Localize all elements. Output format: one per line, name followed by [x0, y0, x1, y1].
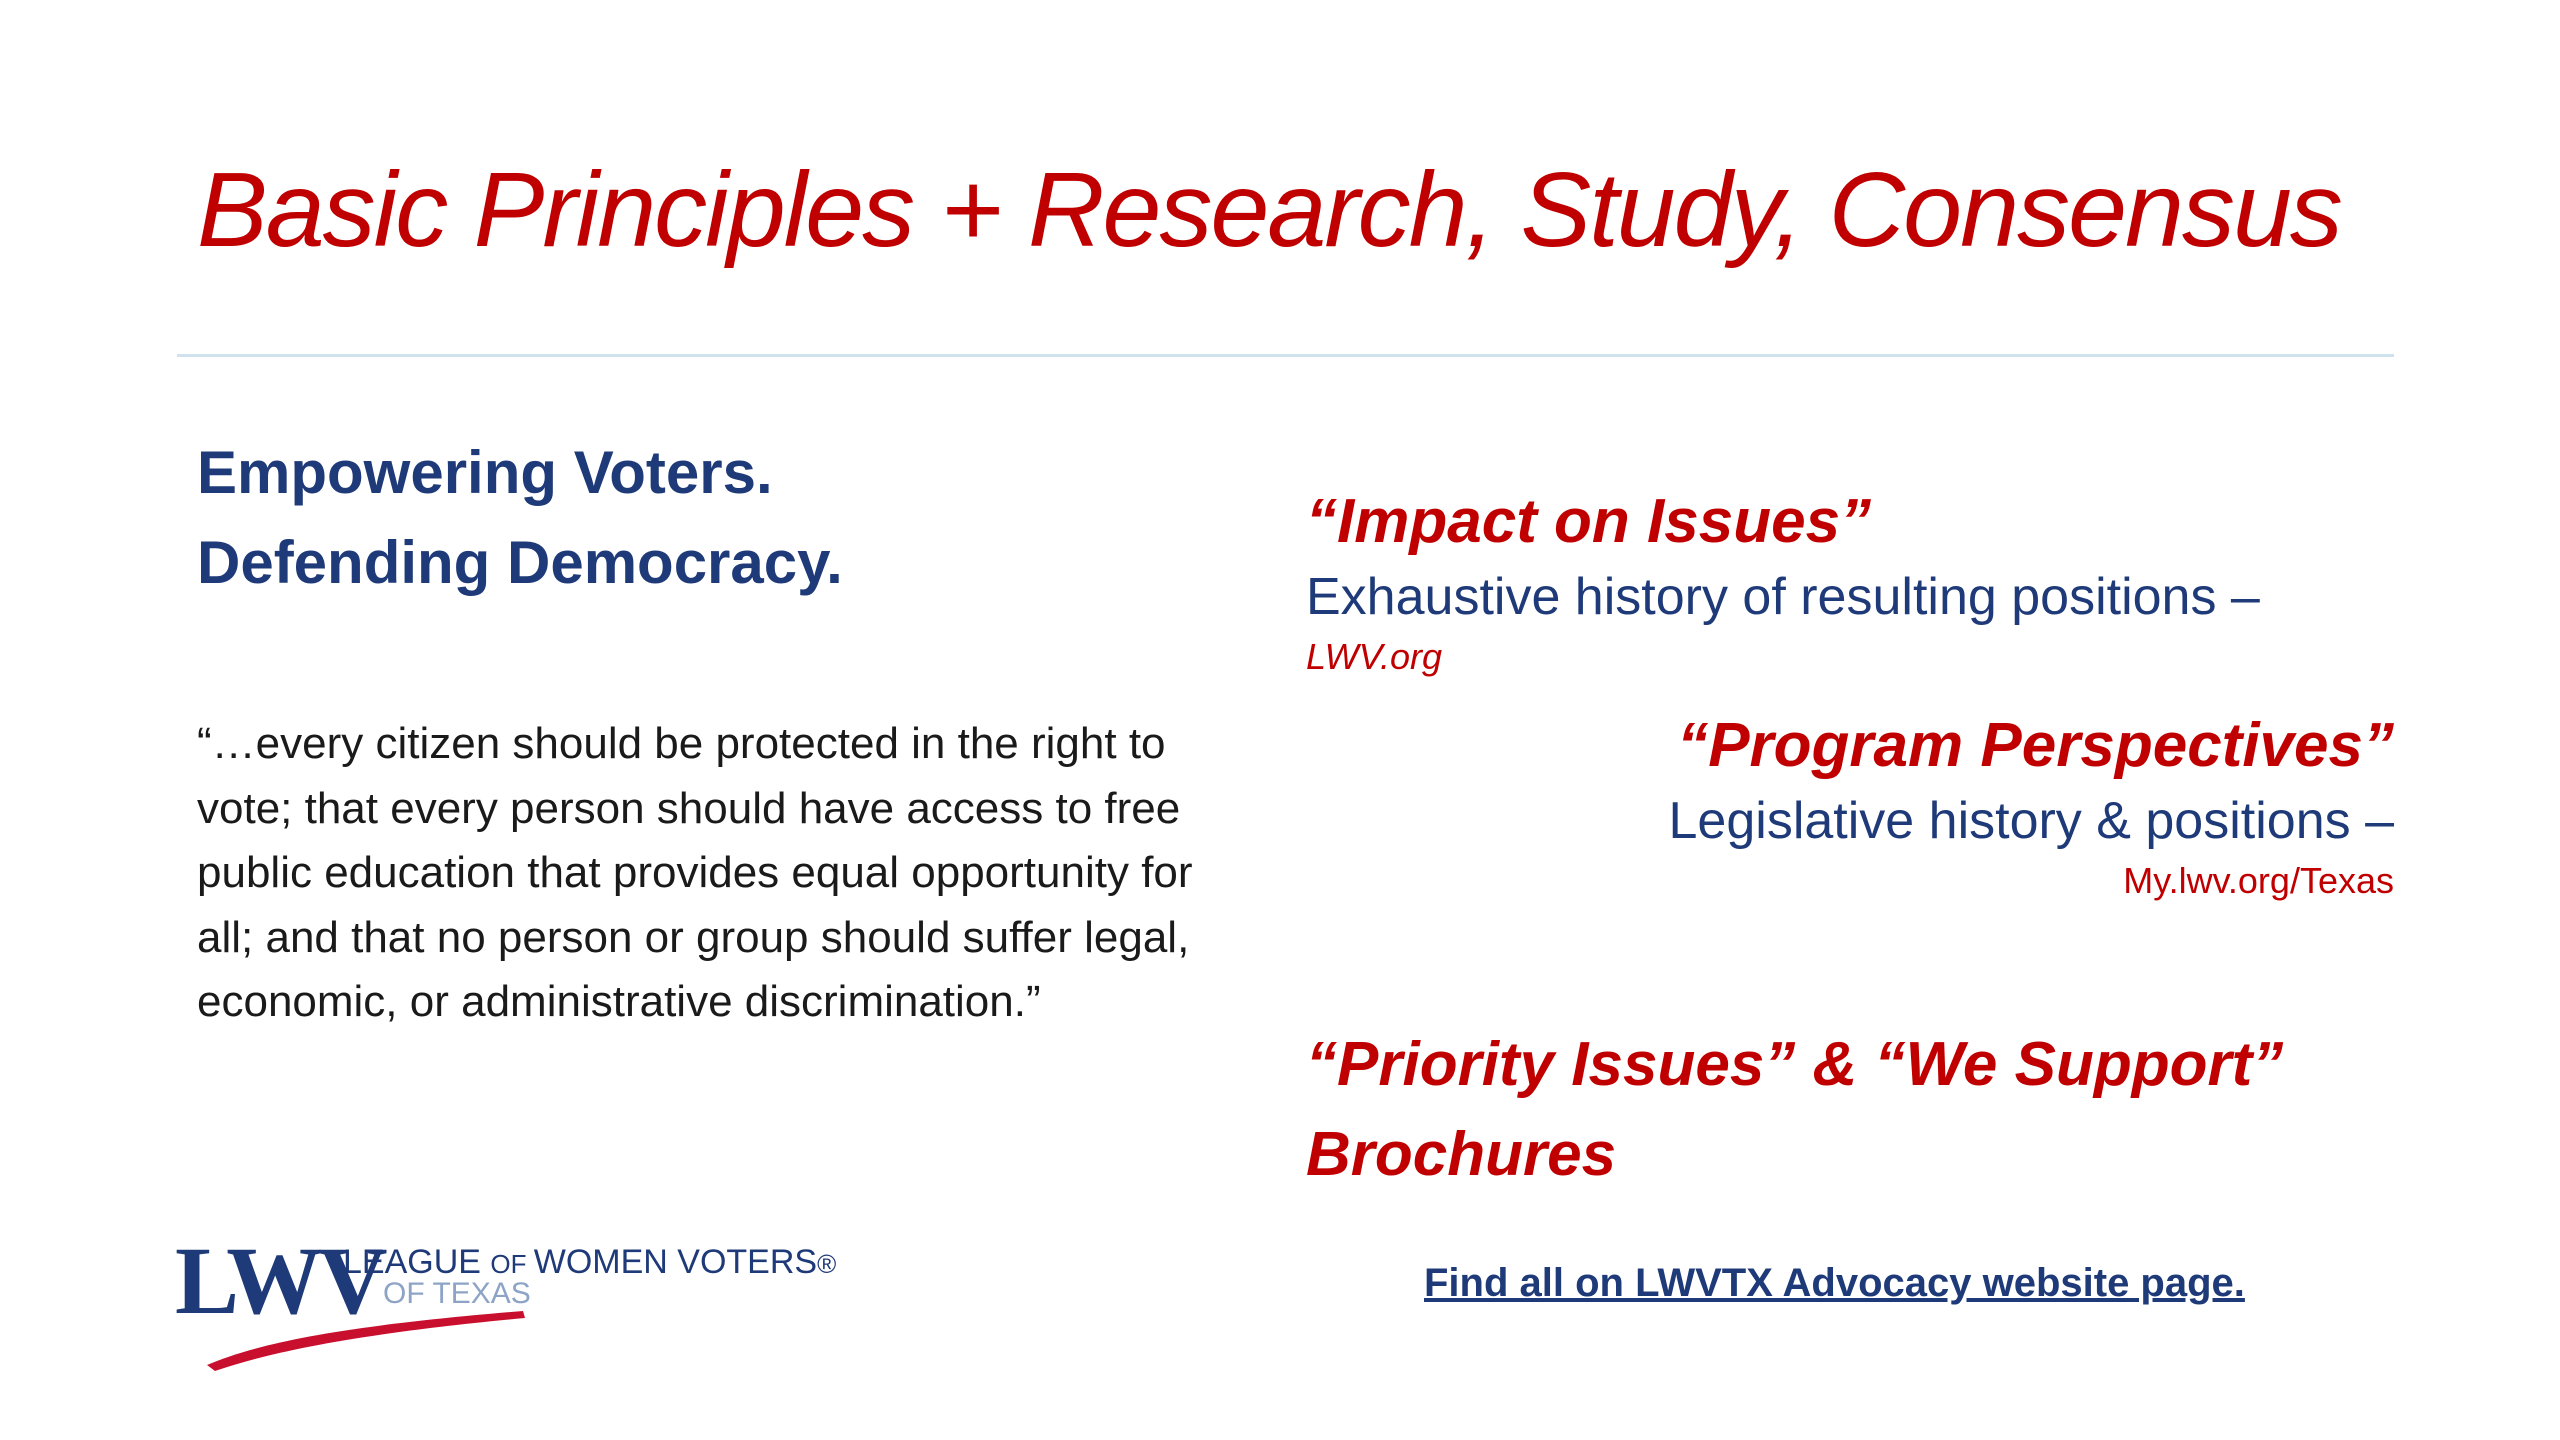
program-description: Legislative history & positions –	[1668, 792, 2394, 850]
tagline	[197, 428, 843, 608]
advocacy-website-link[interactable]: Find all on LWVTX Advocacy website page.	[1424, 1261, 2245, 1305]
principles-quote: “…every citizen should be protected in the right to vote; that every person should have access to free public education that provides equal opportunity for all; and that no person or group should suffer legal, economic, or administrative discrimination.”	[197, 719, 1193, 1026]
impact-link[interactable]: LWV.org	[1306, 636, 1443, 677]
title-divider	[177, 354, 2394, 357]
priority-heading-line-1: “Priority Issues” & “We Support”	[1306, 1030, 2284, 1099]
impact-description: Exhaustive history of resulting positions –	[1306, 568, 2260, 626]
program-perspectives-section	[1669, 706, 2395, 906]
program-link[interactable]: My.lwv.org/Texas	[2123, 860, 2394, 901]
tagline-line-2: Defending Democracy.	[197, 529, 843, 596]
logo-organization-name: LEAGUE OF WOMEN VOTERS®	[343, 1243, 837, 1281]
logo-letters: LWV	[175, 1227, 384, 1334]
slide-title: Basic Principles + Research, Study, Consensus	[197, 151, 2341, 269]
tagline-line-1: Empowering Voters.	[197, 439, 773, 506]
impact-on-issues-section	[1306, 482, 2260, 682]
program-heading: “Program Perspectives”	[1677, 711, 2394, 780]
lwv-texas-logo	[175, 1225, 837, 1375]
priority-heading-line-2: Brochures	[1306, 1120, 1617, 1189]
priority-issues-section	[1306, 1020, 2283, 1200]
impact-heading: “Impact on Issues”	[1306, 487, 1872, 556]
logo-subtitle: OF TEXAS	[383, 1277, 531, 1310]
